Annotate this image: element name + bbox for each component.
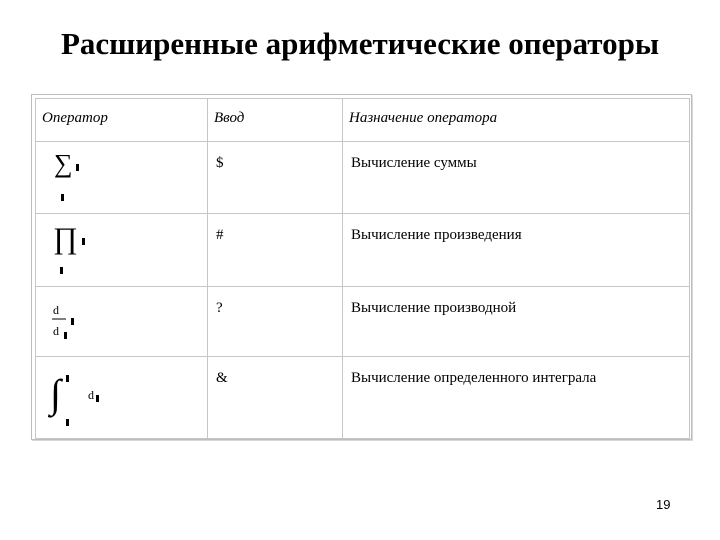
derivative-icon: [36, 287, 208, 367]
svg-text:d: d: [53, 324, 59, 338]
operator-cell: [36, 142, 208, 214]
page-number: 19: [656, 497, 671, 512]
purpose-cell: Вычисление произведения: [343, 214, 690, 287]
svg-text:d: d: [88, 388, 94, 402]
header-input: Ввод: [208, 99, 343, 142]
purpose-cell: Вычисление производной: [343, 287, 690, 357]
svg-text:d: d: [53, 303, 59, 317]
page-title: Расширенные арифметические операторы: [60, 26, 660, 61]
table-row: [36, 357, 690, 439]
input-cell: ?: [208, 287, 343, 357]
operator-cell: [36, 287, 208, 357]
header-operator: Оператор: [36, 99, 208, 142]
summation-icon: [36, 142, 208, 222]
purpose-cell: Вычисление определенного интеграла: [343, 357, 690, 439]
purpose-cell: Вычисление суммы: [343, 142, 690, 214]
input-cell: $: [208, 142, 343, 214]
operator-cell: [36, 214, 208, 287]
table-row: [36, 287, 690, 357]
operator-cell: [36, 357, 208, 439]
table-row: [36, 142, 690, 214]
input-cell: &: [208, 357, 343, 439]
input-cell: #: [208, 214, 343, 287]
svg-text:∏: ∏: [53, 222, 78, 255]
table-header-row: [36, 99, 690, 142]
svg-text:∫: ∫: [50, 371, 61, 416]
table-row: [36, 214, 690, 287]
svg-text:∑: ∑: [54, 149, 73, 178]
operators-table-frame: [31, 94, 692, 440]
product-icon: [36, 214, 208, 294]
integral-icon: [36, 357, 208, 437]
header-purpose: Назначение оператора: [343, 99, 690, 142]
operators-table: [35, 98, 690, 439]
